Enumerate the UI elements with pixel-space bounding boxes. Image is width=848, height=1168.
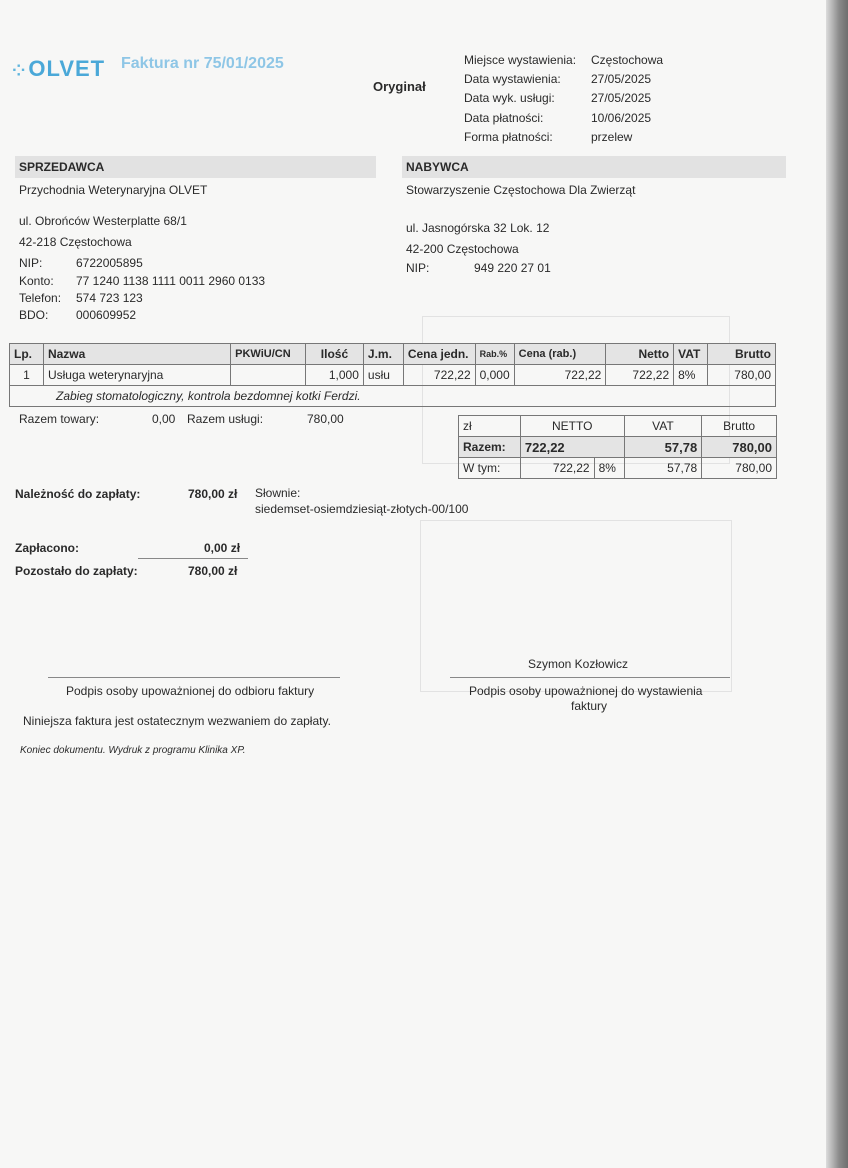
summary-currency: zł bbox=[459, 416, 521, 437]
remaining-value: 780,00 zł bbox=[188, 564, 238, 578]
seller-account-value: 77 1240 1138 1111 0011 2960 0133 bbox=[76, 274, 266, 288]
seller-heading: SPRZEDAWCA bbox=[15, 156, 376, 178]
cell-discount: 0,000 bbox=[475, 365, 514, 386]
paw-dots-icon: ⁘ bbox=[12, 63, 27, 80]
amount-words-value: siedemset-osiemdziesiąt-złotych-00/100 bbox=[255, 502, 469, 516]
meta-value-payment-form: przelew bbox=[591, 130, 633, 144]
items-table bbox=[9, 343, 776, 407]
paid-value: 0,00 zł bbox=[204, 541, 241, 555]
meta-value-place: Częstochowa bbox=[591, 53, 664, 67]
cell-lp: 1 bbox=[10, 365, 44, 386]
paid-label: Zapłacono: bbox=[15, 541, 80, 555]
cell-discounted-price: 722,22 bbox=[514, 365, 606, 386]
cell-gross: 780,00 bbox=[708, 365, 776, 386]
invoice-title: Faktura nr 75/01/2025 bbox=[121, 55, 284, 72]
vat-summary-table bbox=[458, 415, 777, 479]
services-total-value: 780,00 bbox=[307, 412, 344, 426]
cell-net: 722,22 bbox=[606, 365, 674, 386]
issuer-signature-line bbox=[450, 677, 730, 678]
summary-total-gross: 780,00 bbox=[702, 437, 777, 458]
copy-label: Oryginał bbox=[373, 79, 426, 94]
col-gross: Brutto bbox=[708, 344, 776, 365]
amount-due-value: 780,00 zł bbox=[188, 487, 238, 501]
summary-breakdown-label: W tym: bbox=[459, 458, 521, 479]
goods-total-label: Razem towary: bbox=[19, 412, 100, 426]
seller-nip-label: NIP: bbox=[19, 256, 43, 270]
seller-street: ul. Obrońców Westerplatte 68/1 bbox=[19, 214, 187, 228]
amount-due-label: Należność do zapłaty: bbox=[15, 487, 141, 501]
scan-edge-shadow bbox=[826, 0, 848, 1168]
col-discounted-price: Cena (rab.) bbox=[514, 344, 606, 365]
seller-bdo-value: 000609952 bbox=[76, 308, 137, 322]
items-header-row bbox=[10, 344, 776, 365]
buyer-nip-value: 949 220 27 01 bbox=[474, 261, 551, 275]
receiver-signature-line bbox=[48, 677, 340, 678]
issuer-signature-caption-2: faktury bbox=[571, 699, 608, 713]
buyer-name: Stowarzyszenie Częstochowa Dla Zwierząt bbox=[406, 183, 636, 197]
cell-description: Zabieg stomatologiczny, kontrola bezdomnej kotki Ferdzi. bbox=[10, 386, 776, 407]
summary-net-header: NETTO bbox=[520, 416, 624, 437]
cell-pkwiu bbox=[231, 365, 306, 386]
summary-header-row bbox=[459, 416, 777, 437]
col-vat: VAT bbox=[674, 344, 708, 365]
buyer-nip-label: NIP: bbox=[406, 261, 430, 275]
cell-unit-price: 722,22 bbox=[403, 365, 475, 386]
buyer-city: 42-200 Częstochowa bbox=[406, 242, 519, 256]
summary-gross-header: Brutto bbox=[702, 416, 777, 437]
meta-label-payment-form: Forma płatności: bbox=[464, 130, 553, 144]
paid-underline bbox=[138, 558, 248, 559]
table-row-description bbox=[10, 386, 776, 407]
cell-vat: 8% bbox=[674, 365, 708, 386]
issuer-name: Szymon Kozłowicz bbox=[528, 657, 629, 671]
meta-value-issue-date: 27/05/2025 bbox=[591, 72, 652, 86]
meta-label-place: Miejsce wystawienia: bbox=[464, 53, 577, 67]
col-qty: Ilość bbox=[306, 344, 364, 365]
summary-total-net: 722,22 bbox=[520, 437, 624, 458]
summary-vat-header: VAT bbox=[624, 416, 702, 437]
col-unit: J.m. bbox=[363, 344, 403, 365]
seller-name: Przychodnia Weterynaryjna OLVET bbox=[19, 183, 208, 197]
col-net: Netto bbox=[606, 344, 674, 365]
cell-unit: usłu bbox=[363, 365, 403, 386]
issuer-signature-caption: Podpis osoby upoważnionej do wystawienia bbox=[469, 684, 703, 698]
col-discount: Rab.% bbox=[475, 344, 514, 365]
end-note: Koniec dokumentu. Wydruk z programu Klinika XP. bbox=[20, 745, 246, 756]
meta-value-due-date: 10/06/2025 bbox=[591, 111, 652, 125]
summary-total-label: Razem: bbox=[459, 437, 521, 458]
amount-words-label: Słownie: bbox=[255, 486, 301, 500]
meta-value-service-date: 27/05/2025 bbox=[591, 91, 652, 105]
buyer-street: ul. Jasnogórska 32 Lok. 12 bbox=[406, 221, 550, 235]
col-name: Nazwa bbox=[43, 344, 230, 365]
cell-name: Usługa weterynaryjna bbox=[43, 365, 230, 386]
summary-breakdown-net: 722,22 bbox=[520, 458, 594, 479]
seller-nip-value: 6722005895 bbox=[76, 256, 143, 270]
summary-breakdown-rate: 8% bbox=[594, 458, 624, 479]
meta-label-issue-date: Data wystawienia: bbox=[464, 72, 561, 86]
seller-account-label: Konto: bbox=[19, 274, 54, 288]
buyer-heading: NABYWCA bbox=[402, 156, 786, 178]
col-unit-price: Cena jedn. bbox=[403, 344, 475, 365]
summary-breakdown-vat: 57,78 bbox=[624, 458, 702, 479]
meta-label-due-date: Data płatności: bbox=[464, 111, 544, 125]
remaining-label: Pozostało do zapłaty: bbox=[15, 564, 138, 578]
table-row bbox=[10, 365, 776, 386]
summary-breakdown-row bbox=[459, 458, 777, 479]
cell-qty: 1,000 bbox=[306, 365, 364, 386]
final-notice: Niniejsza faktura jest ostatecznym wezwaniem do zapłaty. bbox=[23, 714, 331, 728]
meta-label-service-date: Data wyk. usługi: bbox=[464, 91, 555, 105]
seller-city: 42-218 Częstochowa bbox=[19, 235, 132, 249]
summary-breakdown-gross: 780,00 bbox=[702, 458, 777, 479]
col-lp: Lp. bbox=[10, 344, 44, 365]
summary-total-vat: 57,78 bbox=[624, 437, 702, 458]
receiver-signature-caption: Podpis osoby upoważnionej do odbioru faktury bbox=[66, 684, 315, 698]
goods-total-value: 0,00 bbox=[152, 412, 176, 426]
col-pkwiu: PKWiU/CN bbox=[231, 344, 306, 365]
company-logo: ⁘OLVET bbox=[12, 56, 106, 81]
seller-phone-value: 574 723 123 bbox=[76, 291, 143, 305]
summary-total-row bbox=[459, 437, 777, 458]
seller-phone-label: Telefon: bbox=[19, 291, 62, 305]
seller-bdo-label: BDO: bbox=[19, 308, 49, 322]
services-total-label: Razem usługi: bbox=[187, 412, 264, 426]
